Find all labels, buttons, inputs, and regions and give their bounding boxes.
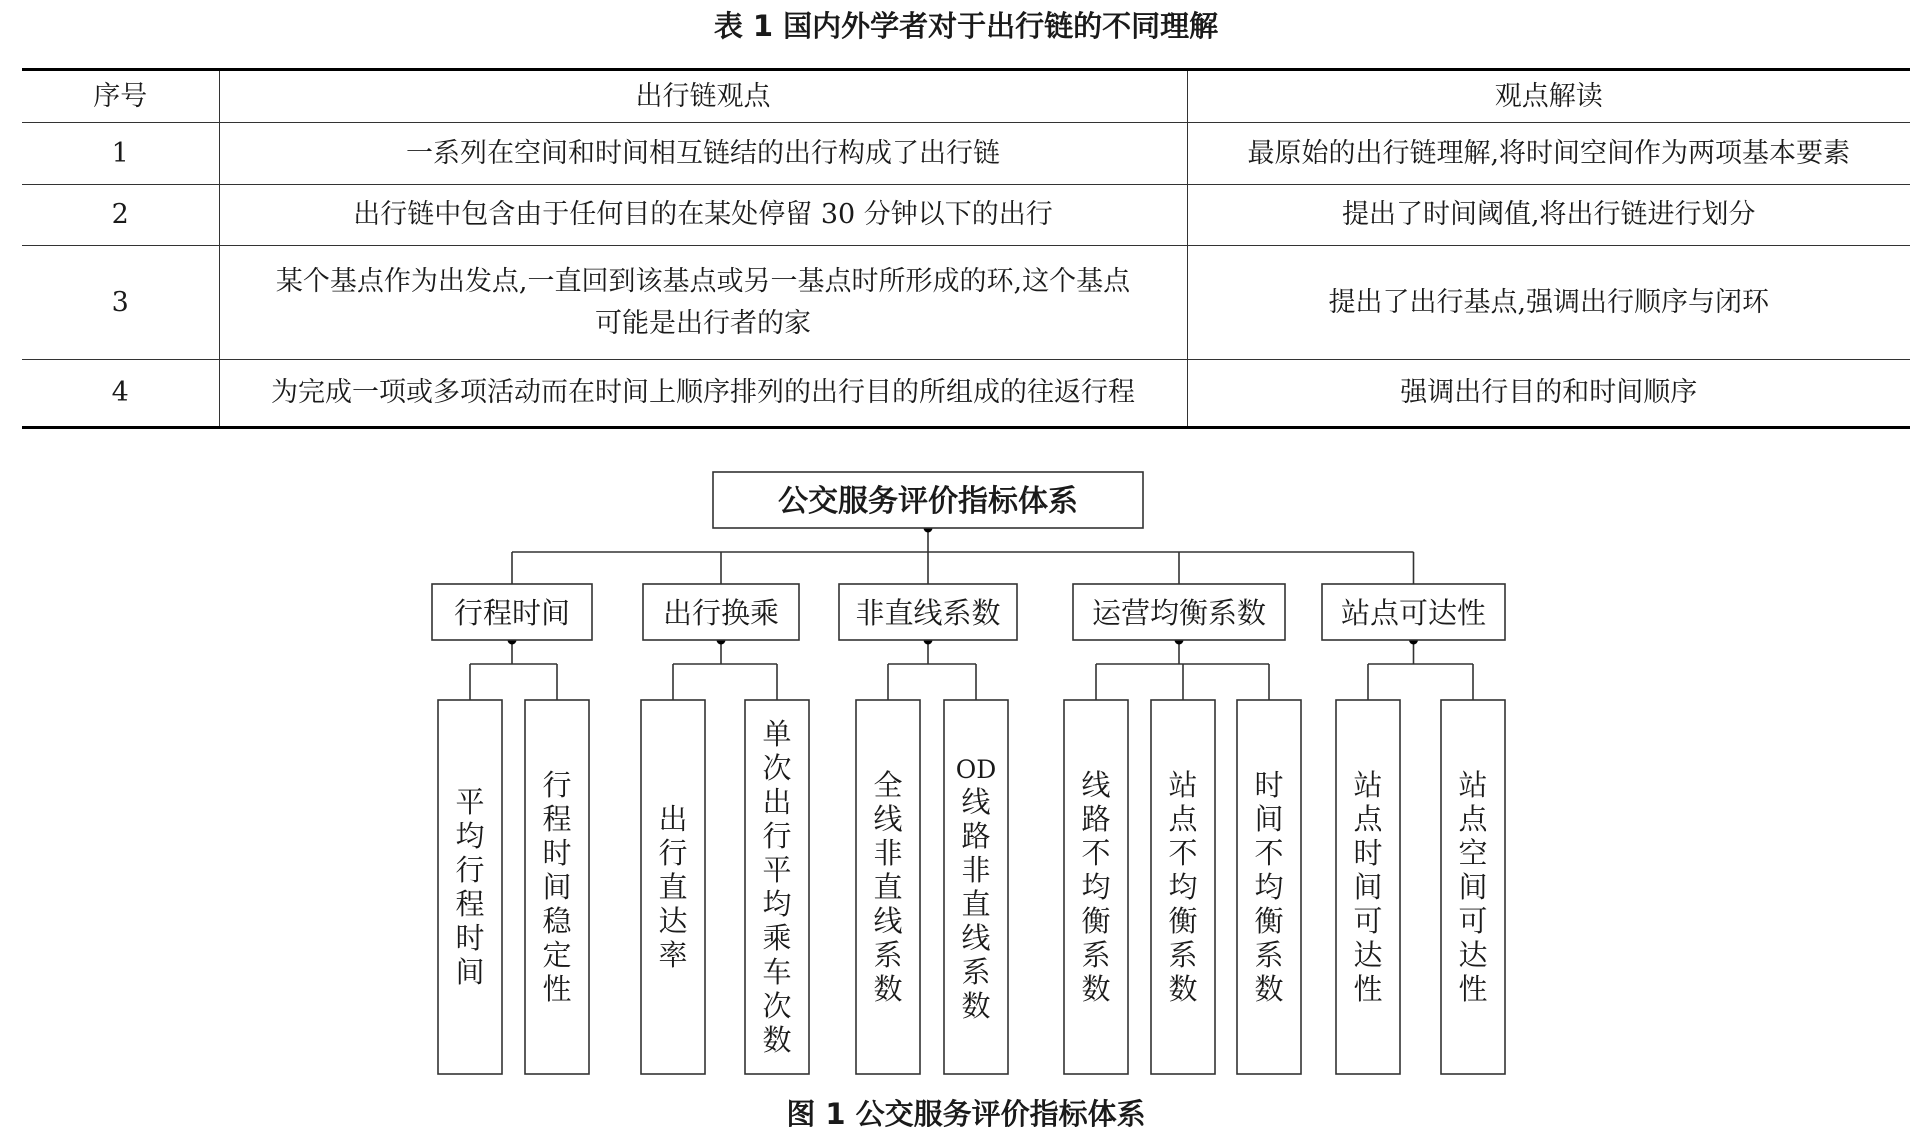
indicator-label-char: 直 [873,870,903,904]
indicator-label-char: 均 [1254,870,1284,904]
indicator-node-label [1458,768,1488,1006]
indicator-label-char: 行 [762,819,792,853]
indicator-label-char: 点 [1353,802,1383,836]
indicator-node-label [1254,768,1283,1006]
row-index: 1 [22,123,219,185]
category-node-label: 站点可达性 [1340,596,1487,630]
indicator-label-char: 线 [961,921,991,955]
indicator-node-label [873,768,902,1006]
indicator-label-char: 出 [658,802,688,836]
indicator-label-char: 系 [1254,938,1284,972]
indicator-label-char: 站 [1353,768,1383,802]
indicator-label-char: 时 [455,921,485,955]
indicator-label-char: 乘 [762,921,792,955]
indicator-label-char: 衡 [1254,904,1284,938]
indicator-label-char: 直 [658,870,688,904]
indicator-label-char: 行 [455,853,485,887]
row-viewpoint-line: 可能是出行者的家 [595,307,811,339]
indicator-label-char: 数 [961,989,991,1023]
column-header-index: 序号 [22,70,219,123]
indicator-label-char: 路 [961,819,991,853]
indicator-label-char: 衡 [1081,904,1111,938]
indicator-label-char: 单 [762,717,792,751]
indicator-label-char: 时 [542,836,572,870]
indicator-label-char: 间 [455,955,485,989]
indicator-label-char: 稳 [542,904,572,938]
indicator-label-char: 出 [762,785,792,819]
indicator-label-char: 直 [961,887,991,921]
row-interpretation: 最原始的出行链理解,将时间空间作为两项基本要素 [1187,123,1910,185]
row-viewpoint-line: 某个基点作为出发点,一直回到该基点或另一基点时所形成的环,这个基点 [275,265,1131,297]
indicator-label-char: 性 [1458,972,1488,1006]
indicator-label-char: 数 [1168,972,1198,1006]
indicator-label-char: 可 [1353,904,1383,938]
indicator-label-char: 线 [873,802,903,836]
indicator-label-char: 不 [1254,836,1284,870]
category-node-label: 运营均衡系数 [1091,596,1267,630]
indicator-label-char: 数 [1081,972,1111,1006]
indicator-label-char: 系 [873,938,903,972]
indicator-label-char: 时 [1353,836,1383,870]
indicator-label-char: 时 [1254,768,1284,802]
indicator-label-char: 间 [542,870,572,904]
indicator-label-char: 达 [658,904,688,938]
indicator-node-label [1081,768,1110,1006]
indicator-label-char: 数 [1254,972,1284,1006]
indicator-label-char: 全 [873,768,903,802]
table-caption: 表 1 国内外学者对于出行链的不同理解 [713,9,1219,43]
indicator-label-char: 程 [455,887,485,921]
indicator-label-char: 线 [873,904,903,938]
indicator-node-label [658,802,687,972]
indicator-label-char: 间 [1353,870,1383,904]
indicator-label-char: 均 [1168,870,1198,904]
row-index: 2 [22,185,219,246]
category-node-label: 行程时间 [453,596,571,630]
indicator-label-char: 线 [1081,768,1111,802]
indicator-label-char: 均 [762,887,792,921]
indicator-label-char: 数 [762,1023,792,1057]
indicator-label-char: 行 [542,768,572,802]
indicator-label-char: 系 [1081,938,1111,972]
diagram-nodes [432,472,1505,1074]
indicator-label-char: 率 [658,938,688,972]
indicator-node-label [956,755,997,1023]
indicator-label-char: 平 [455,785,485,819]
indicator-label-char: 间 [1254,802,1284,836]
indicator-label-char: 站 [1458,768,1488,802]
indicator-node-label [1168,768,1198,1006]
indicator-label-char: 非 [961,853,991,887]
indicator-label-char: 数 [873,972,903,1006]
indicator-label-char: 不 [1081,836,1111,870]
indicator-label-char: 次 [762,751,792,785]
indicator-node-label [762,717,791,1057]
root-node-label: 公交服务评价指标体系 [778,484,1078,519]
indicator-label-char: 次 [762,989,792,1023]
indicator-label-char: 点 [1458,802,1488,836]
indicator-label-char: 程 [542,802,572,836]
row-index: 3 [22,246,219,360]
indicator-label-char: 达 [1353,938,1383,972]
indicator-label-char: 点 [1168,802,1198,836]
row-interpretation: 提出了时间阈值,将出行链进行划分 [1187,185,1910,246]
indicator-node-label [542,768,572,1006]
indicator-label-char: 系 [1168,938,1198,972]
indicator-label-char: 非 [873,836,903,870]
indicator-label-char: 空 [1458,836,1488,870]
figure-caption: 图 1 公交服务评价指标体系 [786,1097,1146,1131]
category-node-label: 非直线系数 [855,596,1001,630]
column-header-interpretation: 观点解读 [1187,70,1910,123]
indicator-label-char: 行 [658,836,688,870]
indicator-label-char: 性 [1353,972,1383,1006]
indicator-label-char: 不 [1168,836,1198,870]
column-header-viewpoint: 出行链观点 [219,70,1187,123]
indicator-label-char: 车 [762,955,792,989]
indicator-label-char: 均 [1081,870,1111,904]
row-index: 4 [111,377,129,408]
row-viewpoint: 一系列在空间和时间相互链结的出行构成了出行链 [219,123,1187,185]
row-viewpoint: 出行链中包含由于任何目的在某处停留 30 分钟以下的出行 [219,185,1187,246]
category-node-label: 出行换乘 [662,596,780,630]
indicator-label-char: 性 [542,972,572,1006]
row-interpretation: 提出了出行基点,强调出行顺序与闭环 [1187,246,1910,360]
indicator-node-label [1353,768,1383,1006]
indicator-label-char: 衡 [1168,904,1198,938]
indicator-node-label [455,785,484,989]
indicator-label-char: 间 [1458,870,1488,904]
indicator-label-char: 站 [1168,768,1198,802]
indicator-label-char: 平 [762,853,792,887]
indicator-label-char: 线 [961,785,991,819]
indicator-label-char: 可 [1458,904,1488,938]
indicator-label-char: 均 [455,819,485,853]
indicator-label-char: 系 [961,955,991,989]
indicator-label-char: 定 [542,938,572,972]
indicator-label-char: 达 [1458,938,1488,972]
row-interpretation: 强调出行目的和时间顺序 [1187,360,1910,428]
indicator-label-char: 路 [1081,802,1111,836]
indicator-label-char: OD [955,755,997,784]
row-viewpoint: 为完成一项或多项活动而在时间上顺序排列的出行目的所组成的往返行程 [219,360,1187,428]
